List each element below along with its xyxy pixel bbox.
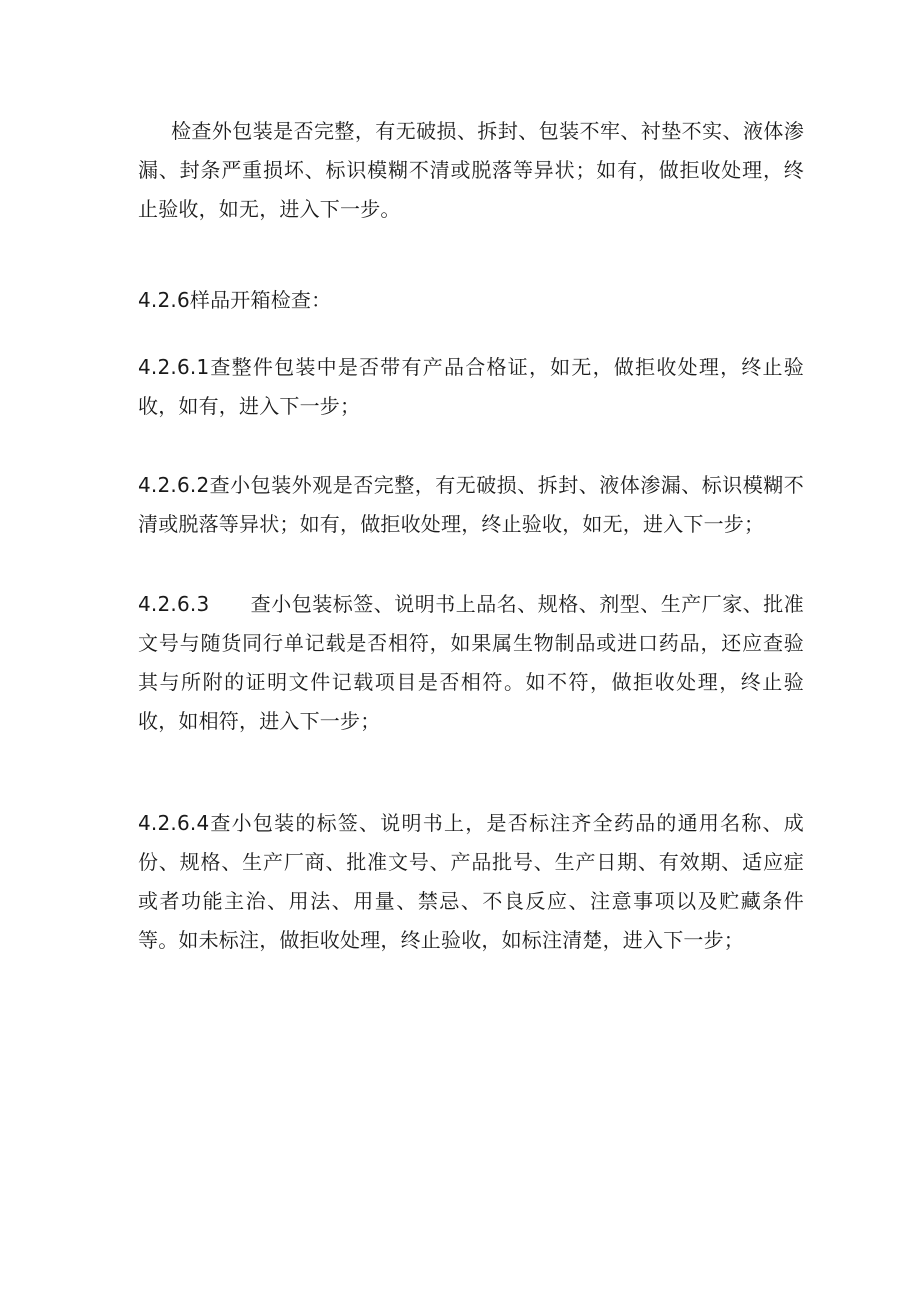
paragraph-4-2-6-2: 4.2.6.2查小包装外观是否完整，有无破损、拆封、液体渗漏、标识模糊不清或脱落等异状；如有，做拒收处理，终止验收，如无，进入下一步； [138,473,804,536]
paragraph-4-2-6-3: 4.2.6.3 查小包装标签、说明书上品名、规格、剂型、生产厂家、批准文号与随货同行单记载是否相符，如果属生物制品或进口药品，还应查验其与所附的证明文件记载项目是否相符。如不符，做拒收处理，终止验收，如相符，进入下一步； [138,592,804,733]
paragraph-4-2-6-1: 4.2.6.1查整件包装中是否带有产品合格证，如无，做拒收处理，终止验收，如有，进入下一步； [138,355,804,418]
paragraph-4-2-6-4: 4.2.6.4查小包装的标签、说明书上，是否标注齐全药品的通用名称、成份、规格、生产厂商、批准文号、产品批号、生产日期、有效期、适应症或者功能主治、用法、用量、禁忌、不良反应、注意事项以及贮藏条件等。如未标注，做拒收处理，终止验收，如标注清楚，进入下一步； [138,811,804,952]
section-heading-4-2-6: 4.2.6样品开箱检查： [138,288,332,312]
paragraph-outer-packaging-check: 检查外包装是否完整，有无破损、拆封、包装不牢、衬垫不实、液体渗漏、封条严重损坏、标识模糊不清或脱落等异状；如有，做拒收处理，终止验收，如无，进入下一步。 [138,119,804,221]
